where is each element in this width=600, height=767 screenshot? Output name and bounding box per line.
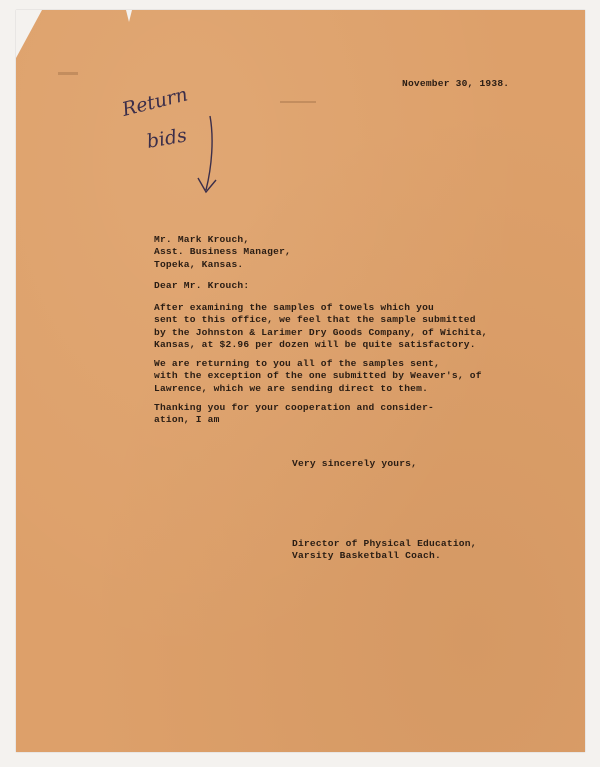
paper-stain: [280, 101, 316, 103]
signature-block: [292, 538, 477, 563]
recipient-location: Topeka, Kansas.: [154, 258, 244, 270]
handwritten-note: [118, 78, 228, 198]
recipient-address: [154, 234, 291, 271]
closing: Very sincerely yours,: [292, 458, 418, 469]
body-paragraph: Thanking you for your cooperation and consider- ation, I am: [154, 402, 434, 426]
signature-line: Director of Physical Education,: [292, 538, 477, 549]
recipient-title: Asst. Business Manager,: [154, 246, 292, 258]
recipient-name: Mr. Mark Krouch,: [154, 234, 250, 245]
torn-corner: [16, 10, 42, 58]
letter-date: November 30, 1938.: [402, 78, 510, 89]
salutation: Dear Mr. Krouch:: [154, 280, 250, 291]
body-paragraph: We are returning to you all of the samples sent, with the exception of the one submitted by Weaver's, of Lawrence, which we are sending direct to them.: [154, 358, 482, 394]
signature-line: Varsity Basketball Coach.: [292, 550, 441, 562]
paper-stain: [58, 72, 78, 75]
handwritten-word: bids: [145, 124, 189, 153]
handwritten-word: Return: [119, 83, 190, 121]
paper-notch: [126, 10, 132, 22]
body-paragraph: After examining the samples of towels which you sent to this office, we feel that the sample submitted by the Johnston & Larimer Dry Goods Company, of Wichita, Kansas, at $2.96 per dozen will be quite satisfactory.: [154, 302, 488, 351]
arrow-icon: [198, 116, 216, 192]
